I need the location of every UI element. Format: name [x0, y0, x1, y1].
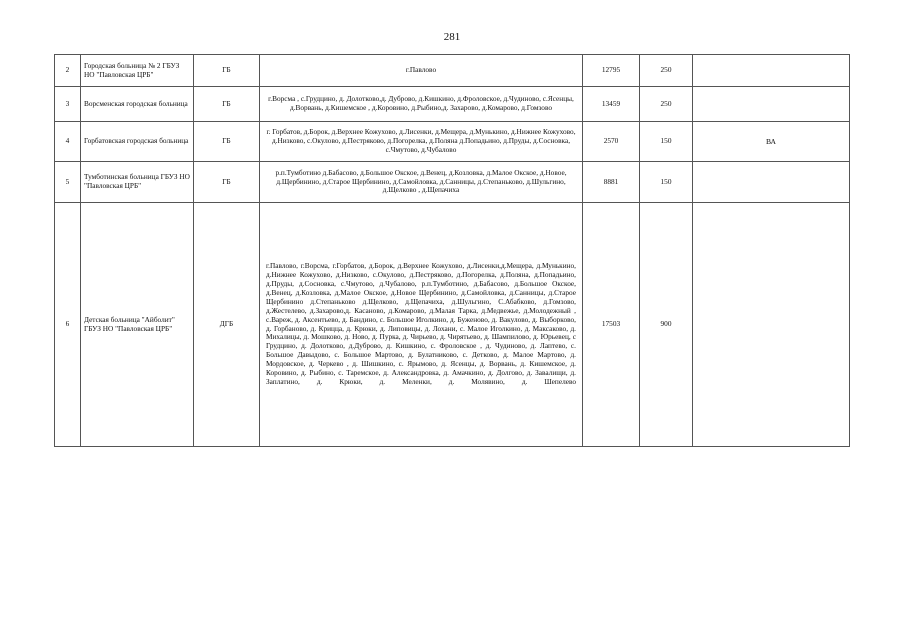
population-count: 2570 [583, 122, 640, 162]
served-localities: г.Ворсма , с.Грудцино, д. Долотково,д. Дуброво, д.Кишкино, д.Фроловское, д.Чудиново, с.Ясенцы, д.Ворвань, д.Кишемское , д.Коровино, д.Рыбино,д. Захарово, д.Комарово, д.Гомзово [260, 87, 583, 122]
hospital-name: Детская больница "Айболит" ГБУЗ НО "Павловская ЦРБ" [81, 203, 194, 447]
note-cell [693, 87, 850, 122]
hospital-name: Ворсменская городская больница [81, 87, 194, 122]
note-cell: ВА [693, 122, 850, 162]
hospital-type: ГБ [194, 87, 260, 122]
bed-count: 150 [640, 122, 693, 162]
bed-count: 150 [640, 162, 693, 203]
population-count: 12795 [583, 55, 640, 87]
hospital-type: ГБ [194, 162, 260, 203]
population-count: 8881 [583, 162, 640, 203]
hospital-name: Тумботинская больница ГБУЗ НО "Павловская ЦРБ" [81, 162, 194, 203]
table-row [55, 55, 850, 87]
note-cell [693, 55, 850, 87]
hospital-name: Горбатовская городская больница [81, 122, 194, 162]
bed-count: 250 [640, 87, 693, 122]
served-localities: р.п.Тумботино д.Бабасово, д.Большое Окское, д.Венец, д.Козловка, д.Малое Окское, д.Новое, д.Щербинино, д.Старое Щербинино, д.Самойловка, д.Санницы, д.Степаньково, д.Шульгино, д.Щелково , д.Щепачиха [260, 162, 583, 203]
table-row [55, 162, 850, 203]
bed-count: 250 [640, 55, 693, 87]
table-row [55, 122, 850, 162]
hospital-register-table [54, 54, 850, 447]
table-row [55, 87, 850, 122]
population-count: 13459 [583, 87, 640, 122]
bed-count: 900 [640, 203, 693, 447]
row-number: 5 [55, 162, 81, 203]
note-cell [693, 203, 850, 447]
served-localities: г.Павлово, г.Ворсма, г.Горбатов, д.Борок, д.Верхнее Кожухово, д.Лисенки,д.Мещера, д.Мунькино, д.Нижнее Кожухово, д.Низково, с.Окулово, д.Пестряково, д.Погорелка, д.Поляна, д.Попадьино, д.Пруды, д.Сосновка, с.Чмутово, д.Чубалово, р.п.Тумботино, д.Бабасово, д.Большое Окское, д.Венец, д.Козловка, д.Малое Окское, д.Новое Щербинино, д.Самойловка, д.Санницы, д.Старое Щербинино д.Степаньково д.Щелково, д.Щепачиха, д.Шульгино, С.Абабково, д.Гомзово, д.Жестелево, д.Захарово,д. Касаново, д.Комарово, д.Малая Тарка, д.Медвежье, д.Молодежный , с.Вареж, д. Аксентьево, д. Бандино, с. Большое Иголкино, д. Буженово, д. Вакулово, д. Выборково, д. Горбаново, д. Крицца, д. Крюки, д. Липовицы, д. Лохани, с. Малое Иголкино, д. Максаково, д. Михалицы, д. Мошково, д. Ново, д. Пурка, д. Чирьево, д. Чирятьево, д. Шампилово, д. Юрьевец, с Грудцино, д. Долотково, д.Дуброво, д. Кишкино, с. Фроловское , д. Чудиново, д. Лаптево, с. Большое Давыдово, с. Большое Мартово, д. Булатниково, с. Детково, д. Малое Мартово, д. Мордовское, д. Черкево , д. Шишкино, с. Ярымово, д. Ясенцы, д. Ворвань, д. Кишемское, д. Коровино, д. Рыбино, с. Таремское, д. Александровка, д. Амачкино, д. Долгово, д. Завалищи, д. Заплатино, д. Крюки, д. Меленки, д. Молявино, д. Шепелево [260, 203, 583, 447]
hospital-name: Городская больница № 2 ГБУЗ НО "Павловская ЦРБ" [81, 55, 194, 87]
row-number: 3 [55, 87, 81, 122]
note-cell [693, 162, 850, 203]
served-localities: г.Павлово [260, 55, 583, 87]
hospital-type: ГБ [194, 55, 260, 87]
row-number: 6 [55, 203, 81, 447]
population-count: 17503 [583, 203, 640, 447]
row-number: 2 [55, 55, 81, 87]
row-number: 4 [55, 122, 81, 162]
hospital-type: ГБ [194, 122, 260, 162]
table-row [55, 203, 850, 447]
served-localities: г. Горбатов, д.Борок, д.Верхнее Кожухово, д.Лисенки, д.Мещера, д.Мунькино, д.Нижнее Кожухово, д.Низково, с.Окулово, д.Пестряково, д.Погорелка, д.Поляна д.Попадьино, д.Пруды, д.Сосновка, с.Чмутово, д.Чубалово [260, 122, 583, 162]
hospital-type: ДГБ [194, 203, 260, 447]
page-number: 281 [443, 31, 461, 43]
